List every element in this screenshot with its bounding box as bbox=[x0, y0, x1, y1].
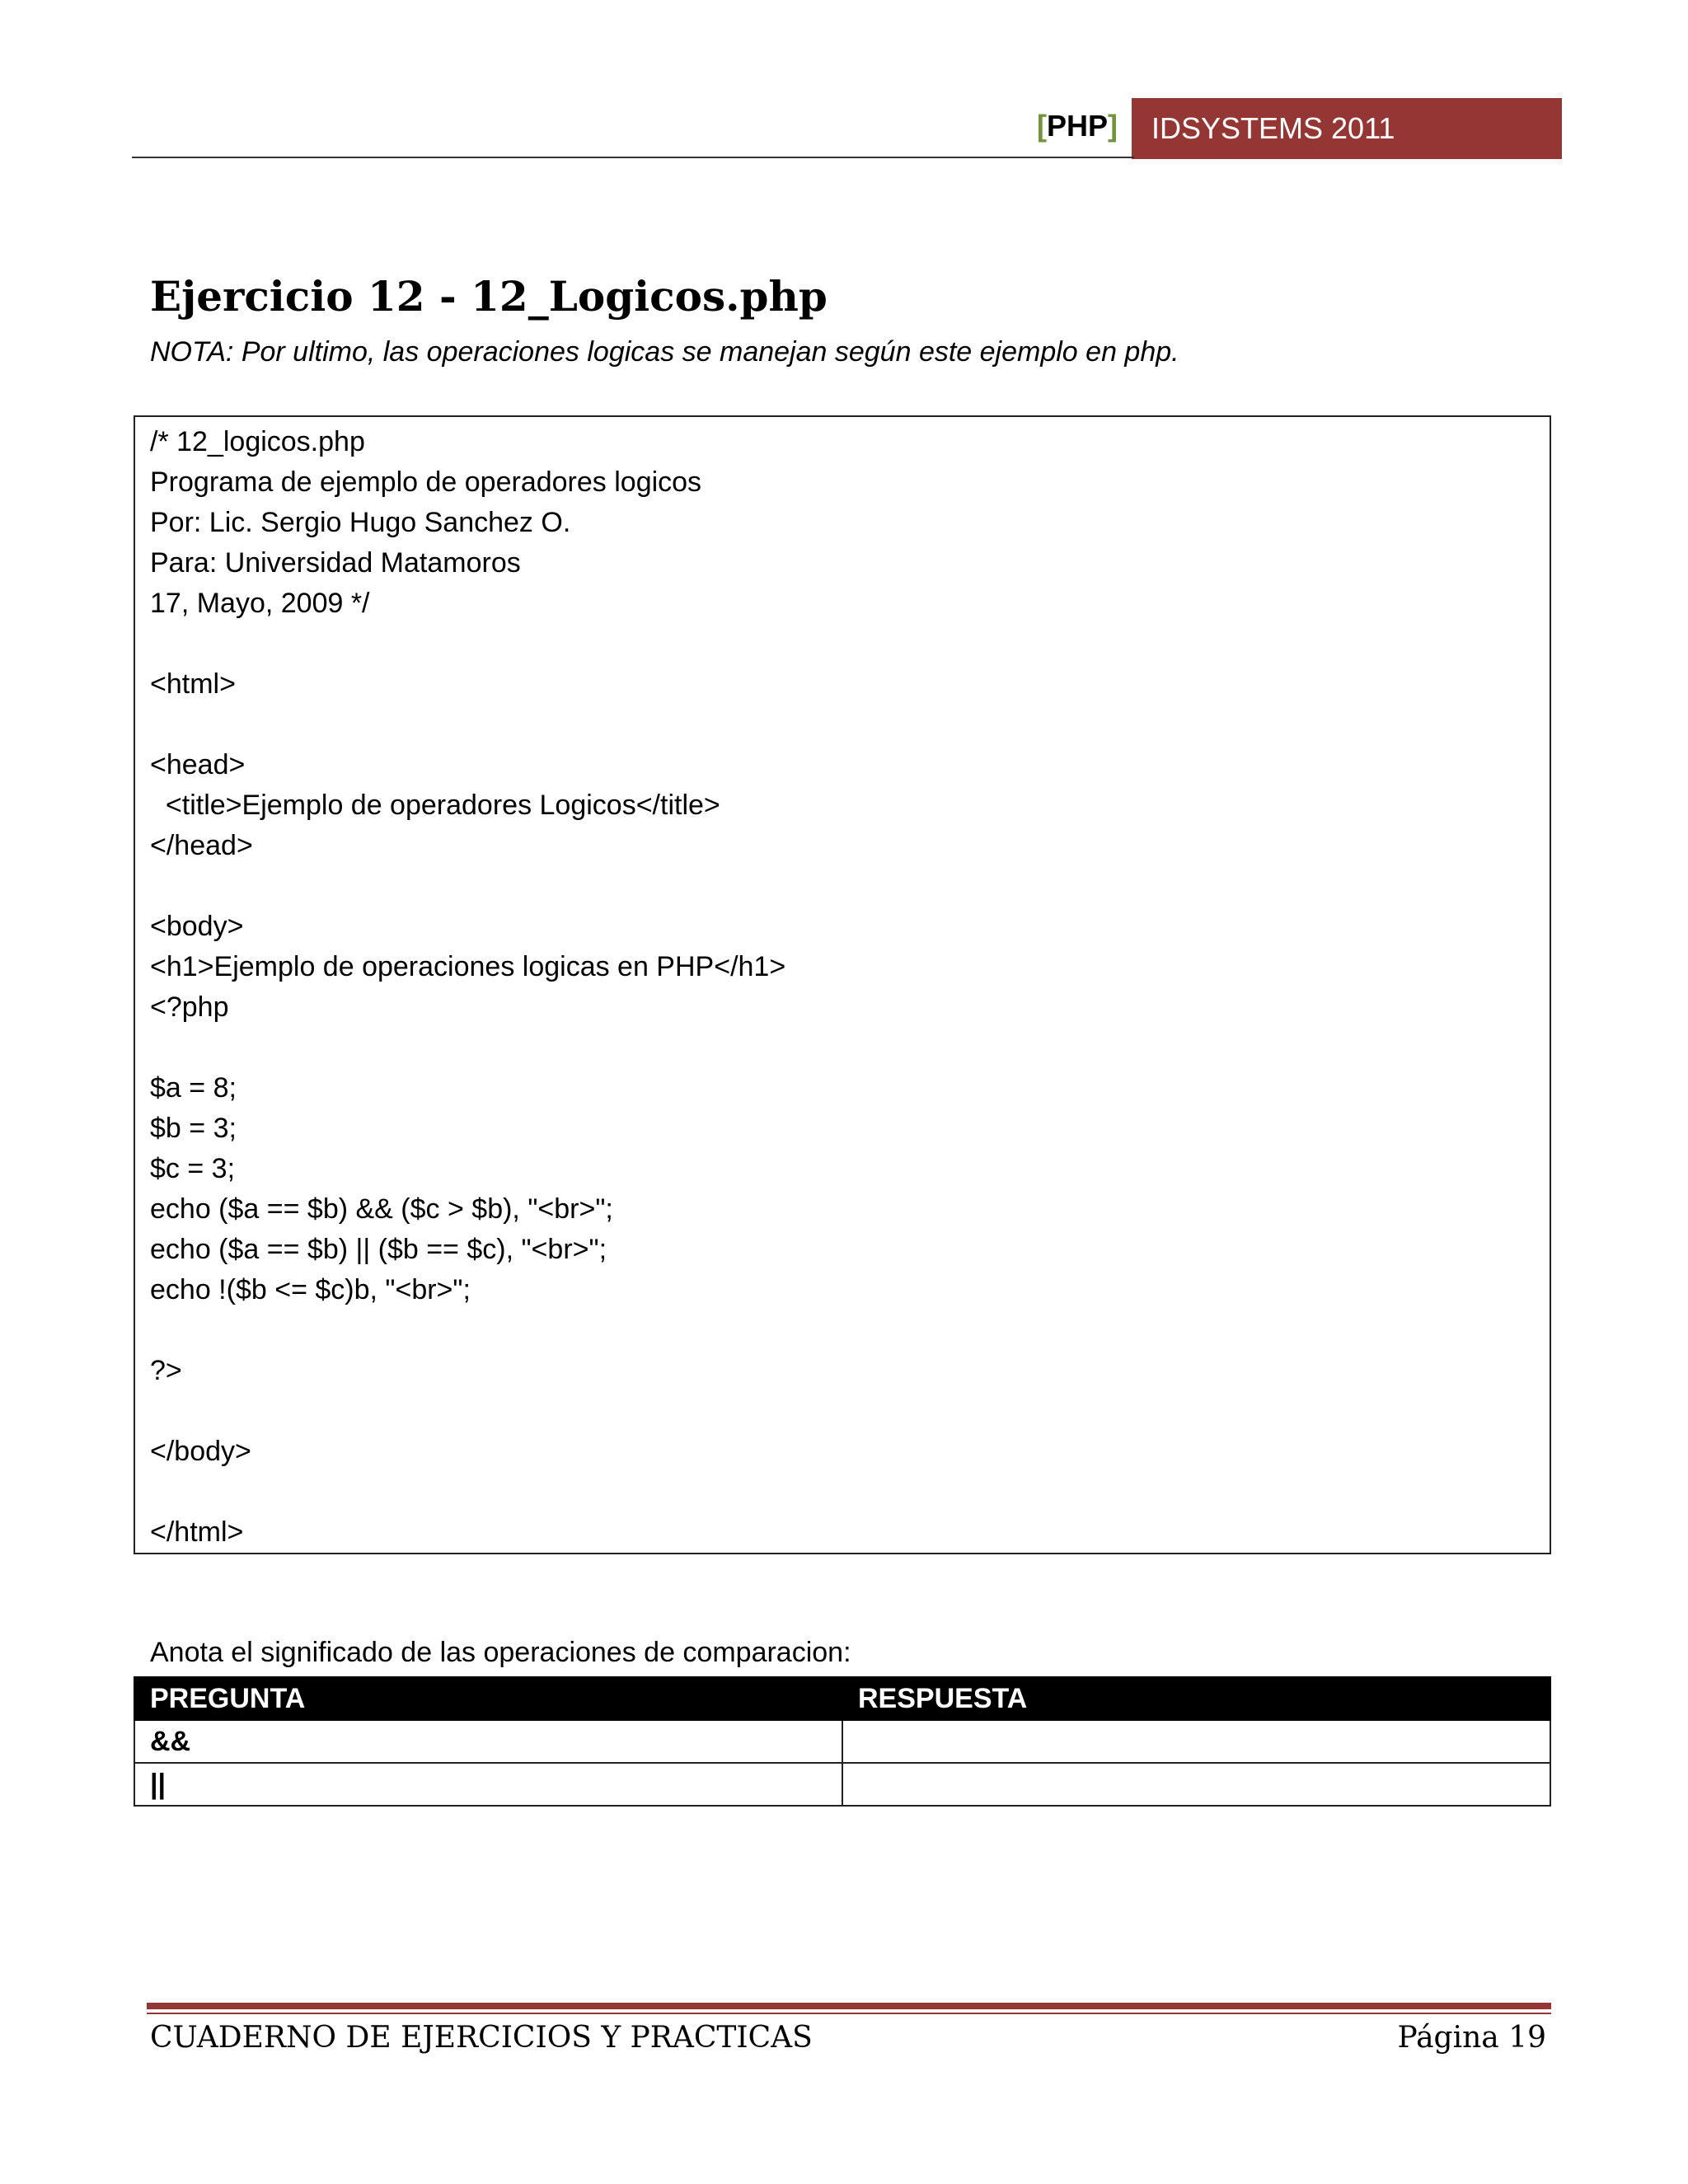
pregunta-cell: && bbox=[134, 1720, 842, 1763]
table-row bbox=[134, 1763, 1550, 1806]
exercise-note: NOTA: Por ultimo, las operaciones logicas se manejan según este ejemplo en php. bbox=[150, 336, 1179, 368]
bracket-open: [ bbox=[1037, 109, 1047, 143]
exercise-title: Ejercicio 12 - 12_Logicos.php bbox=[150, 272, 828, 321]
header-php-tag bbox=[1037, 109, 1118, 143]
code-line: <title>Ejemplo de operadores Logicos</title> bbox=[150, 790, 720, 821]
code-line: </head> bbox=[150, 830, 253, 861]
table-row bbox=[134, 1720, 1550, 1763]
header-box-text: IDSYSTEMS 2011 bbox=[1151, 111, 1395, 145]
code-line: </html> bbox=[150, 1516, 244, 1548]
header-tag-text: PHP bbox=[1047, 109, 1109, 143]
question-table bbox=[134, 1676, 1551, 1807]
footer-rule-thin bbox=[147, 2013, 1551, 2014]
footer-rule bbox=[147, 2003, 1551, 2009]
code-line: $b = 3; bbox=[150, 1113, 237, 1144]
code-listing bbox=[134, 415, 1551, 1554]
table-header-row bbox=[134, 1677, 1550, 1720]
footer-title: CUADERNO DE EJERCICIOS Y PRACTICAS bbox=[150, 2021, 813, 2055]
header-title-box bbox=[1132, 98, 1562, 159]
code-line: $a = 8; bbox=[150, 1072, 237, 1104]
question-intro: Anota el significado de las operaciones de comparacion: bbox=[150, 1637, 851, 1668]
code-line: $c = 3; bbox=[150, 1153, 236, 1184]
pregunta-cell: || bbox=[134, 1763, 842, 1806]
code-line: Para: Universidad Matamoros bbox=[150, 547, 521, 579]
code-line: ?> bbox=[150, 1355, 182, 1386]
code-line: 17, Mayo, 2009 */ bbox=[150, 588, 370, 619]
code-line: <html> bbox=[150, 668, 236, 700]
page-number: Página 19 bbox=[1397, 2021, 1546, 2055]
header-pregunta: PREGUNTA bbox=[134, 1677, 842, 1720]
code-line: Programa de ejemplo de operadores logicos bbox=[150, 466, 702, 498]
header-respuesta: RESPUESTA bbox=[842, 1677, 1550, 1720]
code-line: echo !($b <= $c)b, "<br>"; bbox=[150, 1274, 471, 1305]
respuesta-cell[interactable] bbox=[842, 1720, 1550, 1763]
code-line: <?php bbox=[150, 991, 229, 1023]
header-rule bbox=[132, 157, 1134, 158]
code-line: /* 12_logicos.php bbox=[150, 426, 365, 457]
code-line: Por: Lic. Sergio Hugo Sanchez O. bbox=[150, 507, 571, 538]
code-line: <body> bbox=[150, 911, 244, 942]
respuesta-cell[interactable] bbox=[842, 1763, 1550, 1806]
code-line: <h1>Ejemplo de operaciones logicas en PHP</h1> bbox=[150, 951, 786, 982]
code-line: echo ($a == $b) && ($c > $b), "<br>"; bbox=[150, 1193, 613, 1225]
code-line: </body> bbox=[150, 1436, 251, 1467]
code-line: <head> bbox=[150, 749, 246, 780]
code-line: echo ($a == $b) || ($b == $c), "<br>"; bbox=[150, 1234, 607, 1265]
bracket-close: ] bbox=[1108, 109, 1118, 143]
